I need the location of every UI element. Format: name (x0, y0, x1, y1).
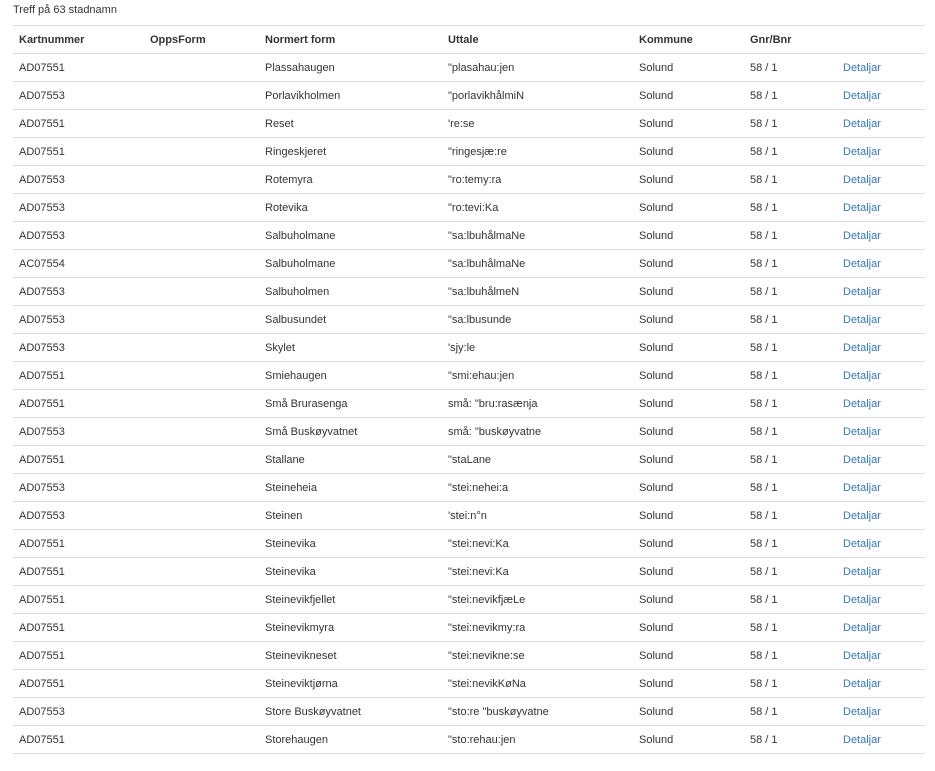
cell-gnr-bnr: 58 / 1 (744, 54, 837, 82)
table-row (13, 334, 925, 362)
cell-kommune: Solund (633, 726, 744, 754)
cell-kommune: Solund (633, 614, 744, 642)
cell-kommune: Solund (633, 698, 744, 726)
table-row (13, 306, 925, 334)
cell-kartnummer: AD07553 (13, 418, 144, 446)
column-header-uttale[interactable]: Uttale (442, 26, 633, 54)
cell-kommune: Solund (633, 222, 744, 250)
cell-kartnummer: AD07551 (13, 446, 144, 474)
cell-actions (837, 222, 925, 250)
cell-gnr-bnr: 58 / 1 (744, 642, 837, 670)
details-link[interactable]: Detaljar (843, 649, 881, 662)
cell-uttale: 're:se (442, 110, 633, 138)
column-header-kommune[interactable]: Kommune (633, 26, 744, 54)
cell-actions (837, 390, 925, 418)
cell-kommune: Solund (633, 362, 744, 390)
cell-kartnummer: AD07551 (13, 642, 144, 670)
cell-normert-form: Skylet (259, 334, 442, 362)
table-row (13, 558, 925, 586)
cell-gnr-bnr: 58 / 1 (744, 334, 837, 362)
cell-gnr-bnr: 58 / 1 (744, 418, 837, 446)
column-header-oppsform[interactable]: OppsForm (144, 26, 259, 54)
cell-normert-form: Store Buskøyvatnet (259, 698, 442, 726)
cell-oppsform (144, 278, 259, 306)
cell-kommune: Solund (633, 670, 744, 698)
details-link[interactable]: Detaljar (843, 565, 881, 578)
cell-gnr-bnr: 58 / 1 (744, 726, 837, 754)
table-row (13, 418, 925, 446)
details-link[interactable]: Detaljar (843, 621, 881, 634)
cell-kartnummer: AD07553 (13, 222, 144, 250)
cell-kommune: Solund (633, 194, 744, 222)
cell-uttale: "stei:nevi:Ka (442, 558, 633, 586)
cell-uttale: "sa:lbuhålmaNe (442, 250, 633, 278)
cell-gnr-bnr: 58 / 1 (744, 614, 837, 642)
table-header-row (13, 26, 925, 54)
cell-actions (837, 642, 925, 670)
cell-oppsform (144, 250, 259, 278)
cell-actions (837, 530, 925, 558)
details-link[interactable]: Detaljar (843, 369, 881, 382)
cell-oppsform (144, 418, 259, 446)
cell-actions (837, 194, 925, 222)
cell-kommune: Solund (633, 390, 744, 418)
cell-oppsform (144, 334, 259, 362)
cell-actions (837, 138, 925, 166)
cell-normert-form: Rotevika (259, 194, 442, 222)
cell-normert-form: Ringeskjeret (259, 138, 442, 166)
table-row (13, 110, 925, 138)
cell-actions (837, 278, 925, 306)
cell-gnr-bnr: 58 / 1 (744, 558, 837, 586)
cell-oppsform (144, 670, 259, 698)
cell-kommune: Solund (633, 54, 744, 82)
table-row (13, 54, 925, 82)
details-link[interactable]: Detaljar (843, 397, 881, 410)
cell-kartnummer: AD07551 (13, 138, 144, 166)
cell-actions (837, 726, 925, 754)
cell-gnr-bnr: 58 / 1 (744, 530, 837, 558)
cell-gnr-bnr: 58 / 1 (744, 82, 837, 110)
cell-kommune: Solund (633, 306, 744, 334)
details-link[interactable]: Detaljar (843, 61, 881, 74)
cell-gnr-bnr: 58 / 1 (744, 362, 837, 390)
table-row (13, 166, 925, 194)
table-row (13, 194, 925, 222)
column-header-kartnummer[interactable]: Kartnummer (13, 26, 144, 54)
cell-normert-form: Plassahaugen (259, 54, 442, 82)
cell-actions (837, 670, 925, 698)
cell-kommune: Solund (633, 166, 744, 194)
table-row (13, 726, 925, 754)
cell-kommune: Solund (633, 586, 744, 614)
details-link[interactable]: Detaljar (843, 593, 881, 606)
cell-uttale: små: "bru:rasænja (442, 390, 633, 418)
cell-gnr-bnr: 58 / 1 (744, 278, 837, 306)
cell-kartnummer: AD07553 (13, 502, 144, 530)
details-link[interactable]: Detaljar (843, 481, 881, 494)
cell-actions (837, 110, 925, 138)
cell-normert-form: Steinen (259, 502, 442, 530)
cell-uttale: "porlavikhålmiN (442, 82, 633, 110)
cell-kartnummer: AD07551 (13, 558, 144, 586)
cell-normert-form: Små Buskøyvatnet (259, 418, 442, 446)
details-link[interactable]: Detaljar (843, 285, 881, 298)
details-link[interactable]: Detaljar (843, 733, 881, 746)
cell-kartnummer: AD07551 (13, 670, 144, 698)
cell-kommune: Solund (633, 530, 744, 558)
details-link[interactable]: Detaljar (843, 229, 881, 242)
cell-normert-form: Smiehaugen (259, 362, 442, 390)
table-row (13, 530, 925, 558)
cell-normert-form: Stallane (259, 446, 442, 474)
cell-uttale: "staLane (442, 446, 633, 474)
cell-kartnummer: AD07553 (13, 698, 144, 726)
cell-gnr-bnr: 58 / 1 (744, 446, 837, 474)
cell-uttale: 'stei:n°n (442, 502, 633, 530)
details-link[interactable]: Detaljar (843, 173, 881, 186)
cell-oppsform (144, 726, 259, 754)
cell-normert-form: Steineviktjørna (259, 670, 442, 698)
cell-uttale: "stei:nevikfjæLe (442, 586, 633, 614)
cell-actions (837, 586, 925, 614)
cell-actions (837, 306, 925, 334)
cell-kommune: Solund (633, 138, 744, 166)
cell-kartnummer: AD07551 (13, 614, 144, 642)
cell-kartnummer: AC07554 (13, 250, 144, 278)
cell-oppsform (144, 138, 259, 166)
cell-kommune: Solund (633, 446, 744, 474)
cell-uttale: "ro:tevi:Ka (442, 194, 633, 222)
cell-kartnummer: AD07553 (13, 334, 144, 362)
cell-normert-form: Steineheia (259, 474, 442, 502)
cell-kartnummer: AD07553 (13, 166, 144, 194)
cell-kartnummer: AD07551 (13, 530, 144, 558)
cell-kommune: Solund (633, 278, 744, 306)
table-row (13, 502, 925, 530)
column-header-normert-form[interactable]: Normert form (259, 26, 442, 54)
cell-gnr-bnr: 58 / 1 (744, 390, 837, 418)
cell-kartnummer: AD07553 (13, 278, 144, 306)
cell-normert-form: Storehaugen (259, 726, 442, 754)
cell-kartnummer: AD07551 (13, 390, 144, 418)
cell-gnr-bnr: 58 / 1 (744, 586, 837, 614)
cell-actions (837, 614, 925, 642)
cell-kartnummer: AD07553 (13, 82, 144, 110)
details-link[interactable]: Detaljar (843, 537, 881, 550)
cell-kommune: Solund (633, 474, 744, 502)
cell-gnr-bnr: 58 / 1 (744, 306, 837, 334)
table-row (13, 446, 925, 474)
cell-uttale: "stei:nevikne:se (442, 642, 633, 670)
cell-normert-form: Steinevikmyra (259, 614, 442, 642)
results-table (13, 25, 925, 754)
details-link[interactable]: Detaljar (843, 509, 881, 522)
cell-normert-form: Reset (259, 110, 442, 138)
details-link[interactable]: Detaljar (843, 453, 881, 466)
table-row (13, 698, 925, 726)
cell-uttale: "stei:nevikKøNa (442, 670, 633, 698)
cell-normert-form: Salbuholmen (259, 278, 442, 306)
cell-kommune: Solund (633, 82, 744, 110)
cell-uttale: "sa:lbuhålmaNe (442, 222, 633, 250)
table-row (13, 670, 925, 698)
result-count: Treff på 63 stadnamn (13, 4, 117, 16)
cell-oppsform (144, 558, 259, 586)
cell-oppsform (144, 642, 259, 670)
details-link[interactable]: Detaljar (843, 145, 881, 158)
cell-kartnummer: AD07553 (13, 474, 144, 502)
cell-kartnummer: AD07551 (13, 362, 144, 390)
cell-gnr-bnr: 58 / 1 (744, 110, 837, 138)
column-header-actions (837, 26, 925, 54)
cell-gnr-bnr: 58 / 1 (744, 222, 837, 250)
cell-oppsform (144, 614, 259, 642)
cell-oppsform (144, 194, 259, 222)
cell-uttale: "stei:nevi:Ka (442, 530, 633, 558)
cell-actions (837, 474, 925, 502)
table-row (13, 474, 925, 502)
table-row (13, 250, 925, 278)
cell-actions (837, 362, 925, 390)
table-row (13, 614, 925, 642)
cell-uttale: 'sjy:le (442, 334, 633, 362)
cell-oppsform (144, 698, 259, 726)
cell-kommune: Solund (633, 250, 744, 278)
cell-actions (837, 250, 925, 278)
table-row (13, 222, 925, 250)
cell-oppsform (144, 54, 259, 82)
cell-oppsform (144, 306, 259, 334)
details-link[interactable]: Detaljar (843, 117, 881, 130)
cell-actions (837, 334, 925, 362)
table-row (13, 138, 925, 166)
cell-uttale: "plasahau:jen (442, 54, 633, 82)
cell-uttale: små: "buskøyvatne (442, 418, 633, 446)
cell-kartnummer: AD07551 (13, 54, 144, 82)
cell-kommune: Solund (633, 418, 744, 446)
cell-oppsform (144, 390, 259, 418)
results-body (13, 54, 925, 754)
details-link[interactable]: Detaljar (843, 677, 881, 690)
cell-gnr-bnr: 58 / 1 (744, 670, 837, 698)
cell-gnr-bnr: 58 / 1 (744, 166, 837, 194)
cell-oppsform (144, 530, 259, 558)
cell-normert-form: Salbuholmane (259, 250, 442, 278)
cell-oppsform (144, 586, 259, 614)
cell-normert-form: Steinevikneset (259, 642, 442, 670)
cell-oppsform (144, 474, 259, 502)
cell-normert-form: Steinevika (259, 530, 442, 558)
table-row (13, 278, 925, 306)
cell-normert-form: Steinevikfjellet (259, 586, 442, 614)
cell-oppsform (144, 110, 259, 138)
cell-uttale: "sa:lbuhålmeN (442, 278, 633, 306)
column-header-gnr-bnr[interactable]: Gnr/Bnr (744, 26, 837, 54)
cell-gnr-bnr: 58 / 1 (744, 474, 837, 502)
cell-actions (837, 558, 925, 586)
details-link[interactable]: Detaljar (843, 425, 881, 438)
details-link[interactable]: Detaljar (843, 89, 881, 102)
cell-oppsform (144, 362, 259, 390)
cell-uttale: "sto:re "buskøyvatne (442, 698, 633, 726)
table-row (13, 82, 925, 110)
cell-kommune: Solund (633, 110, 744, 138)
cell-normert-form: Steinevika (259, 558, 442, 586)
cell-actions (837, 502, 925, 530)
cell-normert-form: Salbuholmane (259, 222, 442, 250)
cell-gnr-bnr: 58 / 1 (744, 502, 837, 530)
cell-oppsform (144, 502, 259, 530)
cell-kommune: Solund (633, 558, 744, 586)
cell-actions (837, 446, 925, 474)
cell-kommune: Solund (633, 502, 744, 530)
cell-uttale: "ringesjæ:re (442, 138, 633, 166)
cell-uttale: "stei:nevikmy:ra (442, 614, 633, 642)
cell-oppsform (144, 446, 259, 474)
cell-kommune: Solund (633, 334, 744, 362)
cell-actions (837, 698, 925, 726)
cell-kartnummer: AD07551 (13, 586, 144, 614)
cell-normert-form: Salbusundet (259, 306, 442, 334)
details-link[interactable]: Detaljar (843, 313, 881, 326)
cell-normert-form: Porlavikholmen (259, 82, 442, 110)
cell-gnr-bnr: 58 / 1 (744, 698, 837, 726)
table-row (13, 362, 925, 390)
cell-uttale: "stei:nehei:a (442, 474, 633, 502)
table-row (13, 642, 925, 670)
cell-uttale: "smi:ehau:jen (442, 362, 633, 390)
cell-kartnummer: AD07551 (13, 726, 144, 754)
cell-kommune: Solund (633, 642, 744, 670)
cell-kartnummer: AD07553 (13, 306, 144, 334)
cell-actions (837, 418, 925, 446)
table-row (13, 390, 925, 418)
cell-uttale: "sa:lbusunde (442, 306, 633, 334)
cell-normert-form: Små Brurasenga (259, 390, 442, 418)
details-link[interactable]: Detaljar (843, 257, 881, 270)
cell-gnr-bnr: 58 / 1 (744, 250, 837, 278)
cell-kartnummer: AD07553 (13, 194, 144, 222)
cell-gnr-bnr: 58 / 1 (744, 138, 837, 166)
cell-actions (837, 82, 925, 110)
cell-oppsform (144, 82, 259, 110)
cell-actions (837, 54, 925, 82)
cell-actions (837, 166, 925, 194)
cell-uttale: "ro:temy:ra (442, 166, 633, 194)
details-link[interactable]: Detaljar (843, 705, 881, 718)
cell-gnr-bnr: 58 / 1 (744, 194, 837, 222)
cell-oppsform (144, 222, 259, 250)
cell-normert-form: Rotemyra (259, 166, 442, 194)
table-row (13, 586, 925, 614)
cell-uttale: "sto:rehau:jen (442, 726, 633, 754)
cell-kartnummer: AD07551 (13, 110, 144, 138)
details-link[interactable]: Detaljar (843, 341, 881, 354)
details-link[interactable]: Detaljar (843, 201, 881, 214)
cell-oppsform (144, 166, 259, 194)
